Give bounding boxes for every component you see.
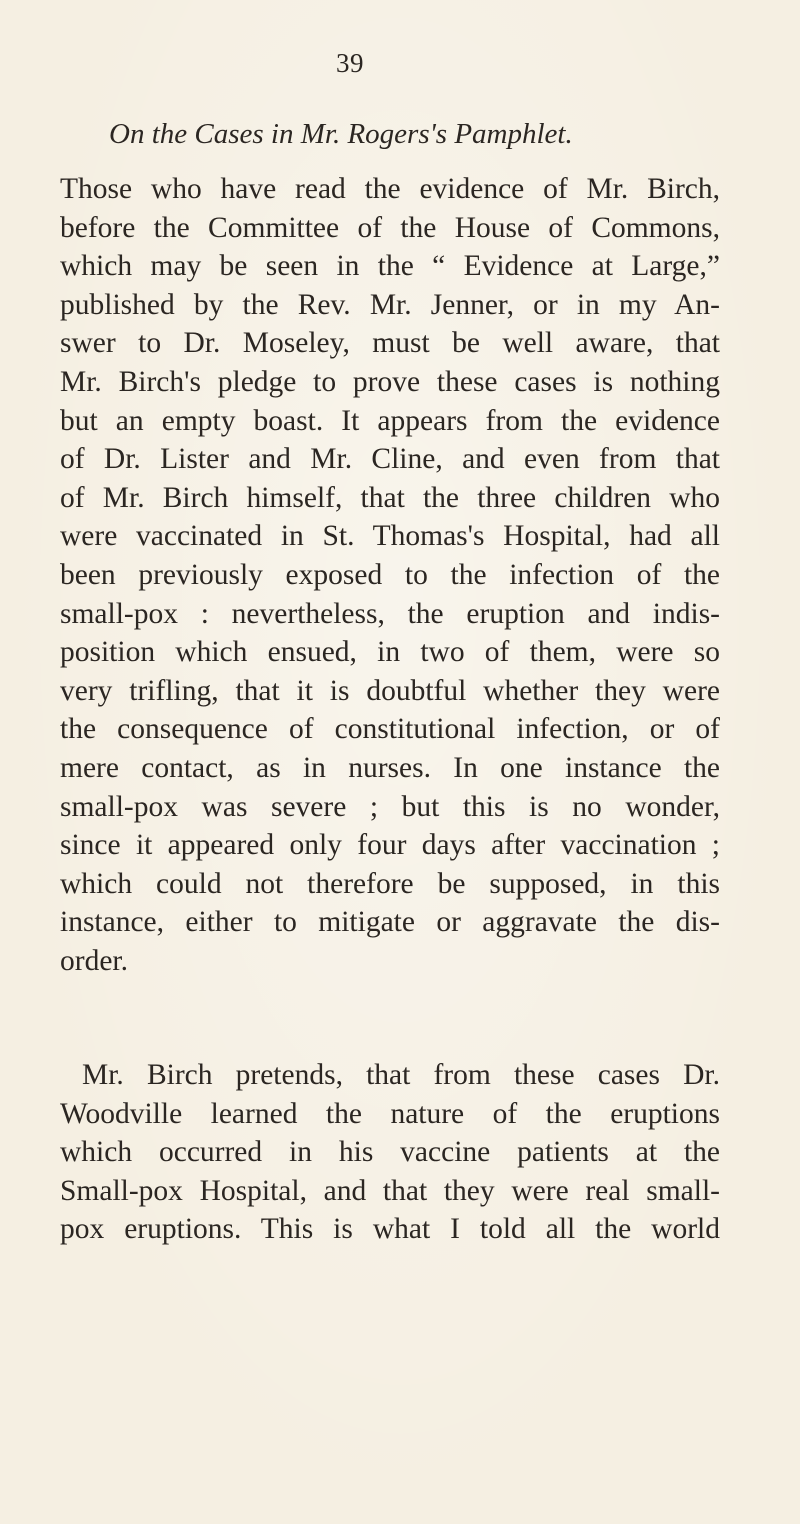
text-line: Small-pox Hospital, and that they were real small-: [60, 1174, 720, 1207]
text-line: which could not therefore be supposed, in this: [60, 867, 720, 900]
text-line: since it appeared only four days after vaccination ;: [60, 829, 720, 862]
text-line: order.: [60, 944, 128, 977]
section-heading: On the Cases in Mr. Rogers's Pamphlet.: [109, 118, 573, 150]
text-line: mere contact, as in nurses. In one instance the: [60, 751, 720, 784]
text-line: but an empty boast. It appears from the evidence: [60, 404, 720, 437]
text-line: Woodville learned the nature of the eruptions: [60, 1097, 720, 1130]
text-line: small-pox was severe ; but this is no wonder,: [60, 790, 720, 823]
text-line: which may be seen in the “ Evidence at Large,”: [60, 250, 720, 283]
text-line: pox eruptions. This is what I told all the world: [60, 1213, 720, 1246]
text-line: Mr. Birch's pledge to prove these cases is nothing: [60, 365, 720, 398]
text-line: very trifling, that it is doubtful whether they were: [60, 674, 720, 707]
page-number: 39: [336, 48, 364, 78]
text-line: small-pox : nevertheless, the eruption and indis-: [60, 597, 720, 630]
text-line: of Mr. Birch himself, that the three children who: [60, 481, 720, 514]
text-line: the consequence of constitutional infection, or of: [60, 713, 720, 746]
text-line: been previously exposed to the infection of the: [60, 558, 720, 591]
text-line: which occurred in his vaccine patients at the: [60, 1136, 720, 1169]
text-line: Mr. Birch pretends, that from these cases Dr.: [82, 1059, 720, 1091]
text-line: of Dr. Lister and Mr. Cline, and even from that: [60, 443, 720, 476]
text-line: swer to Dr. Moseley, must be well aware, that: [60, 327, 720, 360]
paragraph-2: [60, 1056, 720, 1249]
text-line: before the Committee of the House of Commons,: [60, 211, 720, 244]
text-line: instance, either to mitigate or aggravate the dis-: [60, 906, 720, 939]
text-line: position which ensued, in two of them, were so: [60, 636, 720, 669]
text-line: Those who have read the evidence of Mr. Birch,: [60, 173, 720, 205]
text-line: published by the Rev. Mr. Jenner, or in my An-: [60, 288, 720, 321]
text-line: were vaccinated in St. Thomas's Hospital, had all: [60, 520, 720, 553]
paragraph-1: [60, 170, 720, 980]
